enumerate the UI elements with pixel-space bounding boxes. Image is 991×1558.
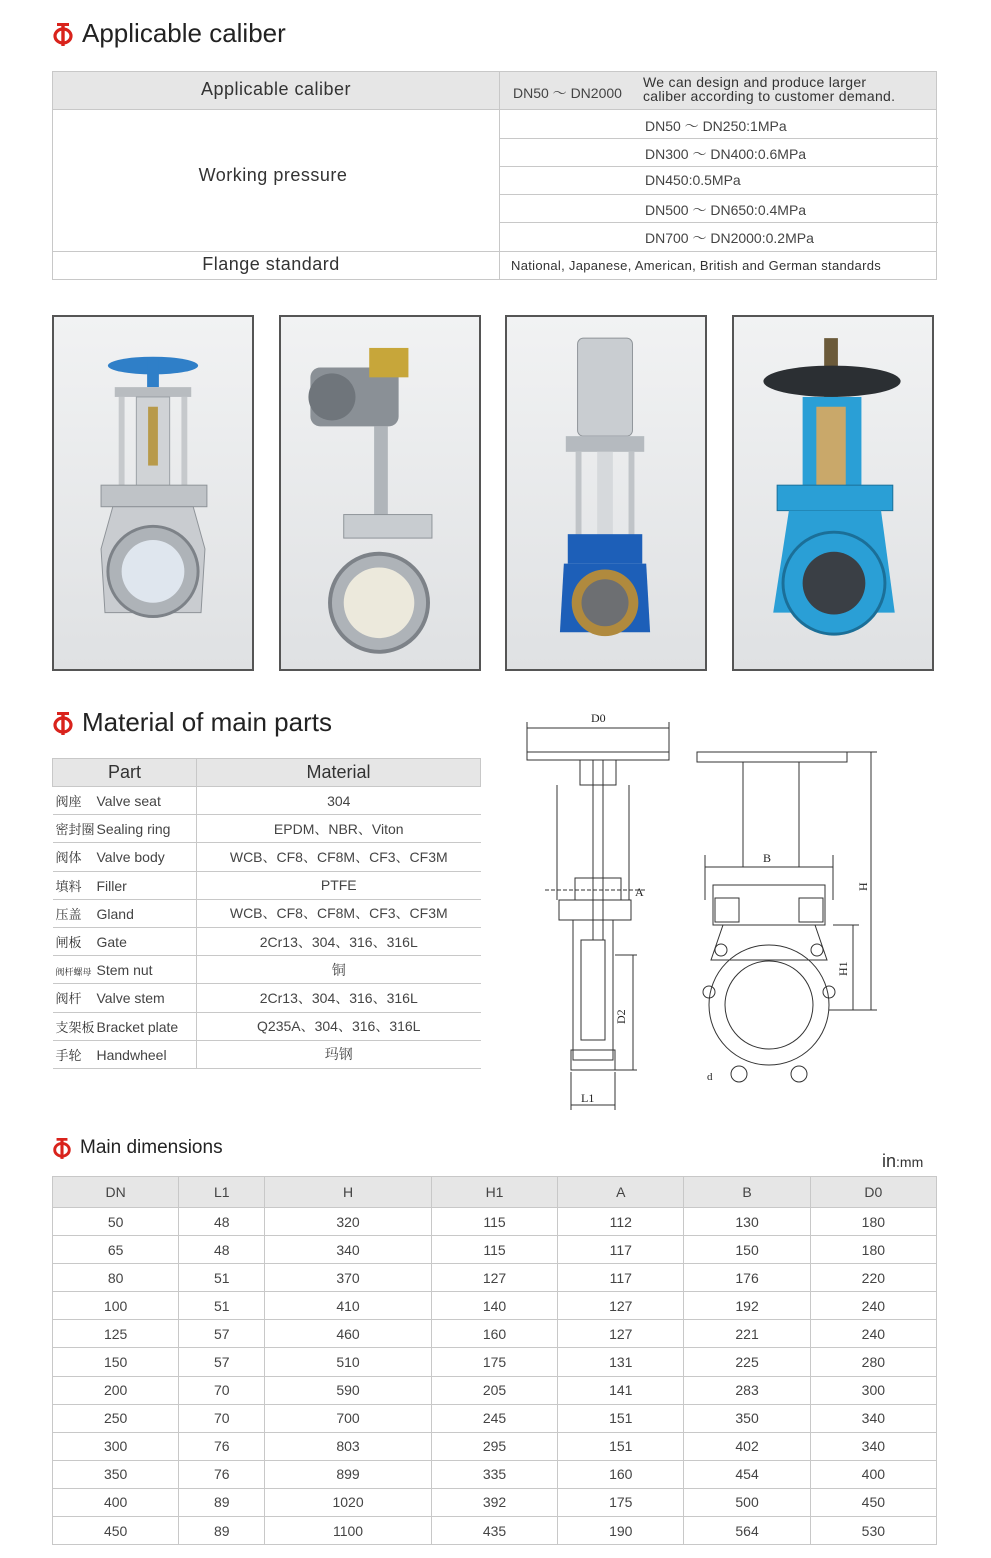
part-cn: 阀座 — [55, 794, 82, 810]
part-cell — [53, 927, 197, 955]
dim-cell: 454 — [684, 1460, 810, 1488]
dim-cell: 400 — [53, 1488, 179, 1516]
applicable-caliber-heading — [52, 18, 286, 49]
part-cell — [53, 956, 197, 984]
section-title: Material of main parts — [82, 707, 332, 737]
dim-cell: 125 — [53, 1320, 179, 1348]
dim-cell: 295 — [431, 1432, 557, 1460]
dim-cell: 899 — [265, 1460, 432, 1488]
dim-cell: 205 — [431, 1376, 557, 1404]
phi-logo-icon — [52, 710, 74, 736]
dimensions-table — [52, 1176, 937, 1545]
dim-cell: 803 — [265, 1432, 432, 1460]
table-row — [53, 1236, 937, 1264]
part-name: Bracket plate — [96, 1018, 179, 1035]
dim-cell: 151 — [558, 1404, 684, 1432]
dim-header-h1: H1 — [431, 1177, 557, 1208]
table-row — [53, 1208, 937, 1236]
dim-cell: 335 — [431, 1460, 557, 1488]
dim-cell: 151 — [558, 1432, 684, 1460]
dim-header-h: H — [265, 1177, 432, 1208]
dim-cell: 410 — [265, 1292, 432, 1320]
dim-header-b: B — [684, 1177, 810, 1208]
valve-photo-2 — [279, 315, 481, 671]
part-cell — [53, 843, 197, 871]
label-l1: L1 — [581, 1091, 595, 1105]
table-row — [53, 1432, 937, 1460]
dim-cell: 115 — [431, 1236, 557, 1264]
valve-photo-1 — [52, 315, 254, 671]
label-h: H — [856, 882, 870, 891]
dim-cell: 350 — [684, 1404, 810, 1432]
dimensions-header-row — [53, 1177, 937, 1208]
part-cn: 密封圈 — [55, 822, 95, 838]
table-row — [53, 1517, 937, 1545]
phi-logo-icon — [52, 21, 74, 47]
dim-cell: 283 — [684, 1376, 810, 1404]
flange-standard-label: Flange standard — [202, 254, 340, 274]
part-cn: 阀杆 — [55, 991, 82, 1007]
dim-cell: 200 — [53, 1376, 179, 1404]
dim-cell: 89 — [179, 1488, 265, 1516]
material-row — [53, 984, 481, 1012]
dim-header-l1: L1 — [179, 1177, 265, 1208]
part-cell — [53, 1012, 197, 1040]
material-cell: 铜 — [197, 956, 481, 984]
dim-cell: 500 — [684, 1488, 810, 1516]
dim-cell: 50 — [53, 1208, 179, 1236]
section-title: Main dimensions — [80, 1137, 223, 1158]
material-cell: PTFE — [197, 871, 481, 899]
part-cell — [53, 871, 197, 899]
dim-cell: 370 — [265, 1264, 432, 1292]
dim-cell: 141 — [558, 1376, 684, 1404]
part-name: Valve seat — [96, 793, 161, 810]
dim-cell: 131 — [558, 1348, 684, 1376]
dim-cell: 245 — [431, 1404, 557, 1432]
dim-cell: 127 — [558, 1320, 684, 1348]
dimensions-heading — [52, 1136, 223, 1160]
dim-cell: 180 — [810, 1236, 936, 1264]
part-cn: 阀体 — [55, 850, 82, 866]
part-cn: 压盖 — [55, 906, 82, 922]
part-name: Stem nut — [96, 961, 153, 978]
part-cell — [53, 815, 197, 843]
dim-cell: 65 — [53, 1236, 179, 1264]
dim-cell: 112 — [558, 1208, 684, 1236]
material-row — [53, 787, 481, 815]
pressure-value: DN50 ～ DN250:1MPa — [645, 118, 787, 134]
dim-cell: 564 — [684, 1517, 810, 1545]
pressure-value: DN700 ～ DN2000:0.2MPa — [645, 230, 814, 246]
valve-photo-3 — [505, 315, 707, 671]
dim-cell: 1020 — [265, 1488, 432, 1516]
part-name: Valve body — [96, 849, 165, 866]
part-cn: 填料 — [55, 878, 82, 894]
dim-cell: 150 — [684, 1236, 810, 1264]
valve-photo-4 — [732, 315, 934, 671]
dim-cell: 510 — [265, 1348, 432, 1376]
caliber-range: DN50 ～ DN2000 — [513, 85, 622, 101]
material-cell: EPDM、NBR、Viton — [197, 815, 481, 843]
material-cell: 2Cr13、304、316、316L — [197, 984, 481, 1012]
dim-cell: 89 — [179, 1517, 265, 1545]
material-row — [53, 1040, 481, 1068]
dim-cell: 70 — [179, 1404, 265, 1432]
dim-cell: 127 — [558, 1292, 684, 1320]
dim-cell: 115 — [431, 1208, 557, 1236]
dim-cell: 48 — [179, 1236, 265, 1264]
dim-cell: 400 — [810, 1460, 936, 1488]
table-row — [53, 1292, 937, 1320]
dim-cell: 57 — [179, 1320, 265, 1348]
label-a: A — [635, 885, 644, 899]
dim-cell: 190 — [558, 1517, 684, 1545]
dim-cell: 250 — [53, 1404, 179, 1432]
dim-cell: 160 — [558, 1460, 684, 1488]
dim-cell: 180 — [810, 1208, 936, 1236]
dim-cell: 340 — [810, 1432, 936, 1460]
dim-cell: 117 — [558, 1236, 684, 1264]
dim-cell: 240 — [810, 1320, 936, 1348]
dim-cell: 140 — [431, 1292, 557, 1320]
dim-cell: 300 — [810, 1376, 936, 1404]
caliber-note — [643, 75, 895, 103]
part-name: Valve stem — [96, 990, 165, 1007]
material-heading — [52, 707, 332, 738]
unit-in: in — [882, 1151, 897, 1171]
pressure-value: DN300 ～ DN400:0.6MPa — [645, 146, 807, 162]
dim-cell: 530 — [810, 1517, 936, 1545]
dim-cell: 350 — [53, 1460, 179, 1488]
dim-cell: 300 — [53, 1432, 179, 1460]
part-cell — [53, 1040, 197, 1068]
material-cell: 304 — [197, 787, 481, 815]
pressure-value: DN450:0.5MPa — [645, 172, 741, 188]
material-cell: 2Cr13、304、316、316L — [197, 927, 481, 955]
part-cell — [53, 984, 197, 1012]
dim-cell: 80 — [53, 1264, 179, 1292]
table-row — [53, 1404, 937, 1432]
dim-cell: 240 — [810, 1292, 936, 1320]
dim-cell: 340 — [810, 1404, 936, 1432]
dim-cell: 127 — [431, 1264, 557, 1292]
dim-cell: 57 — [179, 1348, 265, 1376]
material-row — [53, 927, 481, 955]
dim-cell: 460 — [265, 1320, 432, 1348]
unit-label — [882, 1151, 923, 1172]
label-d: d — [707, 1071, 713, 1083]
caliber-label: Applicable caliber — [200, 79, 352, 99]
header-material: Material — [197, 759, 481, 787]
part-cell — [53, 899, 197, 927]
working-pressure-label: Working pressure — [198, 165, 348, 185]
dim-cell: 225 — [684, 1348, 810, 1376]
dim-cell: 402 — [684, 1432, 810, 1460]
part-cn: 支架板 — [55, 1019, 95, 1035]
dim-cell: 160 — [431, 1320, 557, 1348]
dim-cell: 320 — [265, 1208, 432, 1236]
flange-standard-value: National, Japanese, American, British and German standards — [511, 258, 882, 273]
dim-cell: 280 — [810, 1348, 936, 1376]
unit-mm: :mm — [896, 1154, 924, 1170]
dim-cell: 48 — [179, 1208, 265, 1236]
part-cell — [53, 787, 197, 815]
material-row — [53, 956, 481, 984]
dim-cell: 51 — [179, 1264, 265, 1292]
label-d0: D0 — [591, 711, 606, 725]
dim-header-d0: D0 — [810, 1177, 936, 1208]
dim-cell: 392 — [431, 1488, 557, 1516]
material-cell: Q235A、304、316、316L — [197, 1012, 481, 1040]
material-row — [53, 899, 481, 927]
material-row — [53, 815, 481, 843]
dim-cell: 70 — [179, 1376, 265, 1404]
material-row — [53, 843, 481, 871]
dim-cell: 100 — [53, 1292, 179, 1320]
table-row — [53, 1348, 937, 1376]
material-cell: WCB、CF8、CF8M、CF3、CF3M — [197, 899, 481, 927]
part-name: Handwheel — [96, 1046, 167, 1063]
material-cell: WCB、CF8、CF8M、CF3、CF3M — [197, 843, 481, 871]
table-row — [53, 1376, 937, 1404]
part-name: Sealing ring — [96, 821, 171, 838]
pressure-value: DN500 ～ DN650:0.4MPa — [645, 202, 807, 218]
phi-logo-icon — [52, 1136, 72, 1160]
label-b: B — [763, 851, 772, 865]
dim-header-a: A — [558, 1177, 684, 1208]
part-cn: 闸板 — [55, 935, 82, 951]
dim-cell: 450 — [810, 1488, 936, 1516]
dim-cell: 76 — [179, 1460, 265, 1488]
material-row — [53, 1012, 481, 1040]
table-row — [53, 1320, 937, 1348]
dim-cell: 76 — [179, 1432, 265, 1460]
dim-cell: 192 — [684, 1292, 810, 1320]
caliber-table — [52, 71, 937, 280]
table-row — [53, 1460, 937, 1488]
dim-cell: 700 — [265, 1404, 432, 1432]
dim-cell: 51 — [179, 1292, 265, 1320]
part-cn: 阀杆螺母 — [55, 966, 92, 977]
label-h1: H1 — [836, 961, 850, 976]
part-cn: 手轮 — [55, 1047, 82, 1063]
dim-cell: 175 — [558, 1488, 684, 1516]
label-d2: D2 — [614, 1009, 628, 1024]
part-name: Filler — [96, 877, 127, 894]
material-row — [53, 871, 481, 899]
header-part: Part — [53, 759, 197, 787]
section-title: Applicable caliber — [82, 18, 286, 48]
dim-cell: 450 — [53, 1517, 179, 1545]
dim-cell: 221 — [684, 1320, 810, 1348]
dim-cell: 340 — [265, 1236, 432, 1264]
dim-cell: 220 — [810, 1264, 936, 1292]
part-name: Gate — [96, 934, 127, 951]
dim-cell: 176 — [684, 1264, 810, 1292]
dim-cell: 175 — [431, 1348, 557, 1376]
dim-cell: 1100 — [265, 1517, 432, 1545]
dim-cell: 590 — [265, 1376, 432, 1404]
table-row — [53, 1264, 937, 1292]
dim-header-dn: DN — [53, 1177, 179, 1208]
dim-cell: 435 — [431, 1517, 557, 1545]
material-table — [52, 758, 481, 1069]
material-cell: 玛钢 — [197, 1040, 481, 1068]
dim-cell: 130 — [684, 1208, 810, 1236]
valve-technical-drawing — [515, 700, 895, 1120]
caliber-note-line1: We can design and produce larger — [643, 74, 867, 90]
table-row — [53, 1488, 937, 1516]
dim-cell: 117 — [558, 1264, 684, 1292]
caliber-note-line2: caliber according to customer demand. — [643, 88, 896, 104]
part-name: Gland — [96, 905, 134, 922]
dim-cell: 150 — [53, 1348, 179, 1376]
material-header-row — [53, 759, 481, 787]
